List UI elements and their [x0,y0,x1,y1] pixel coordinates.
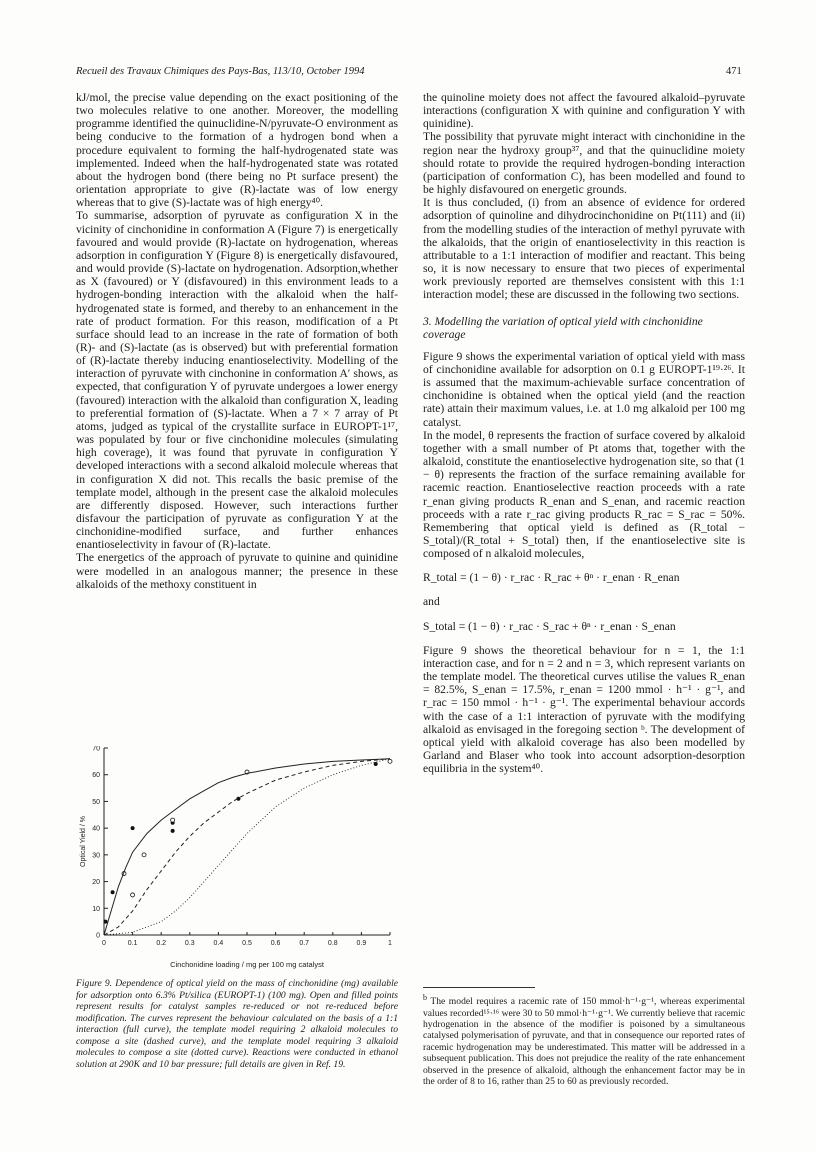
left-column [76,91,398,591]
paragraph: In the model, θ represents the fraction of surface covered by alkaloid together with a small number of Pt atoms that, together with the alkaloid, constitute the enantioselective hydrogenation site, so that (1 − θ) represents the fraction of the surface remaining available for racemic reaction. Enantioselective reaction proceeds with a rate r_enan giving products R_enan and S_enan, and racemic reaction proceeds with a rate r_rac giving products R_rac = S_rac = 50%. Remembering that optical yield is defined as (R_total − S_total)/(R_total + S_total) then, if the enantioselective site is composed of n alkaloid molecules, [423,428,745,561]
equation-s-total: S_total = (1 − θ) · r_rac · S_rac + θⁿ · r_enan · S_enan [423,619,676,633]
footnote-text: The model requires a racemic rate of 150 mmol·h⁻¹·g⁻¹, whereas experimental values recorded¹⁵·¹⁶ were 30 to 50 mmol·h⁻¹·g⁻¹. We currently believe that racemic hydrogenation in the absence of the modifier is poisoned by a simultaneous catalysed polymerisation of pyruvate, and that in consequence our reported rates of racemic hydrogenation may be underestimated. This matter will be addressed in a subsequent publication. This does not prejudice the reality of the rate enhancement observed in the presence of alkaloid, although the enhancement factor may be in the order of 8 to 16, rather than 25 to 60 as previously recorded. [423,996,745,1088]
y-tick-label: 20 [92,879,100,887]
filled-data-point [111,890,115,894]
x-tick-label: 0.9 [356,940,367,947]
paragraph: To summarise, adsorption of pyruvate as configuration X in the vicinity of cinchonidine in conformation A (Figure 7) is energetically favoured and would provide (R)-lactate on hydrogenation, whereas adsorption in configuration Y (Figure 8) is energetically disfavoured, and would provide (S)-lactate on hydrogenation. Adsorption,whether as X (favoured) or Y (disfavoured) in this environment leads to a hydrogen-bonding interaction with the alkaloid when the half-hydrogenated state is formed, and thereby to an enhancement in the rate of product formation. For this reason, modification of a Pt surface should lead to an increase in the rate of formation of both (R)- and (S)-lactate (as is observed) but with preferential formation of (R)-lactate thereby inducing enantioselectivity. Modelling of the interaction of pyruvate with cinchonine in conformation A′ shows, as expected, that configuration Y of pyruvate undergoes a lower energy (favoured) interaction with the alkaloid than configuration X, leading to preferential formation of (S)-lactate. When a 7 × 7 array of Pt atoms, judged as typical of the crystallite surface in EUROPT-1¹⁷, was populated by four or five cinchonidine molecules (simulating high coverage), it was found that pyruvate in configuration Y developed interactions with a second alkaloid molecule whereas that in configuration X did not. This recalls the basic premise of the template model, although in the present case the alkaloid molecules are differently disposed. However, such interactions further disfavour the participation of pyruvate as configuration Y at the cinchonidine-modified surface, and further enhances enantioselectivity in favour of (R)-lactate. [76,209,398,552]
x-tick-label: 0.5 [242,940,252,947]
section-heading: 3. Modelling the variation of optical yield with cinchonidine coverage [423,314,703,341]
equation-connector: and [423,595,440,609]
open-data-point [388,759,392,763]
dashed-curve [104,759,390,935]
y-tick-label: 30 [92,852,100,860]
running-header: Recueil des Travaux Chimiques des Pays-Bas, 113/10, October 1994 [76,66,365,77]
x-tick-label: 1 [388,940,392,947]
x-tick-label: 0.6 [270,940,281,947]
footnote [423,992,745,1087]
x-tick-label: 0.1 [127,940,138,947]
right-column [423,91,745,775]
open-data-point [131,893,135,897]
y-axis-label: Optical Yield / % [80,816,87,867]
open-data-point [171,818,175,822]
paragraph: kJ/mol, the precise value depending on the exact positioning of the two molecules relative to one another. Moreover, the modelling programme identified the quinuclidine-N/pyruvate-O environment as being conducive to the formation of a hydrogen bond when a procedure equivalent to forming the half-hydrogenated state was implemented. Indeed when the half-hydrogenated state was rotated about the hydrogen bond (there being no Pt surface present) the orientation appropriate to give (R)-lactate was of low energy whereas that to give (S)-lactate was of high energy⁴⁰. [76,91,398,210]
optical-yield-chart [76,746,398,976]
footnote-rule [423,987,535,988]
y-tick-label: 10 [92,905,100,913]
filled-data-point [131,826,135,830]
y-tick-label: 40 [92,825,100,833]
open-data-point [142,853,146,857]
x-tick-label: 0.4 [213,940,224,947]
page-number: 471 [726,66,742,77]
dotted-curve [104,759,390,935]
paragraph: The possibility that pyruvate might interact with cinchonidine in the region near the hydroxy group³⁷, and that the quinuclidine moiety should rotate to provide the required hydrogen-bonding interaction (participation of conformation C), has been modelled and found to be highly disfavoured on energetic grounds. [423,130,745,197]
solid-curve [104,759,390,935]
x-tick-label: 0.7 [299,940,310,947]
figure-caption: Figure 9. Dependence of optical yield on the mass of cinchonidine (mg) available for adsorption onto 6.3% Pt/silica (EUROPT-1) (100 mg). Open and filled points represent results for catalyst samples re-reduced or not re-reduced before modification. The curves represent the behaviour calculated on the basis of a 1:1 interaction (full curve), the template model requiring 2 alkaloid molecules to compose a site (dashed curve), and the template model requiring 3 alkaloid molecules to compose a site (dotted curve). Reactions were conducted in ethanol solution at 290K and 10 bar pressure; full details are given in Ref. 19. [76,978,398,1070]
paragraph: the quinoline moiety does not affect the favoured alkaloid–pyruvate interactions (configuration X with quinine and configuration Y with quinidine). [423,91,745,131]
paragraph: It is thus concluded, (i) from an absence of evidence for ordered adsorption of quinoline and dihydrocinchonidine on Pt(111) and (ii) from the modelling studies of the interaction of methyl pyruvate with the alkaloids, that the origin of enantioselectivity in this reaction is attributable to a 1:1 interaction of modifier and reactant. This being so, it is now necessary to ensure that two pieces of experimental work previously reported are themselves consistent with this 1:1 interaction model; these are discussed in the following two sections. [423,196,745,302]
x-axis-label: Cinchonidine loading / mg per 100 mg catalyst [170,960,324,969]
y-tick-label: 60 [92,772,100,780]
x-tick-label: 0.2 [156,940,167,947]
paragraph: Figure 9 shows the experimental variation of optical yield with mass of cinchonidine available for adsorption on 0.1 g EUROPT-1¹⁹·²⁶. It is assumed that the maximum-achievable surface concentration of cinchonidine is obtained when the optical yield (and the reaction rate) attain their maximum values, i.e. at 1.0 mg alkaloid per 100 mg catalyst. [423,349,745,429]
figure-9 [76,746,398,976]
footnote-marker: b [423,993,427,1002]
x-tick-label: 0.3 [184,940,195,947]
x-tick-label: 0.8 [327,940,338,947]
paragraph: The energetics of the approach of pyruvate to quinine and quinidine were modelled in an analogous manner; the presence in these alkaloids of the methoxy constituent in [76,551,398,591]
y-tick-label: 50 [92,798,100,806]
equation-r-total: R_total = (1 − θ) · r_rac · R_rac + θⁿ · r_enan · R_enan [423,571,680,585]
filled-data-point [103,920,107,924]
y-tick-label: 70 [92,746,100,753]
filled-data-point [171,829,175,833]
x-tick-label: 0 [102,940,106,947]
y-tick-label: 0 [96,932,100,940]
paragraph: Figure 9 shows the theoretical behaviour for n = 1, the 1:1 interaction case, and for n = 2 and n = 3, which represent variants on the template model. The theoretical curves utilise the values R_enan = 82.5%, S_enan = 17.5%, r_enan = 1200 mmol · h⁻¹ · g⁻¹, and r_rac = 150 mmol · h⁻¹ · g⁻¹. The experimental behaviour accords with the case of a 1:1 interaction of pyruvate with the modifying alkaloid as envisaged in the foregoing section ᵇ. The development of optical yield with alkaloid coverage has also been modelled by Garland and Blaser who took into account adsorption-desorption equilibria in the system⁴⁰. [423,643,745,776]
